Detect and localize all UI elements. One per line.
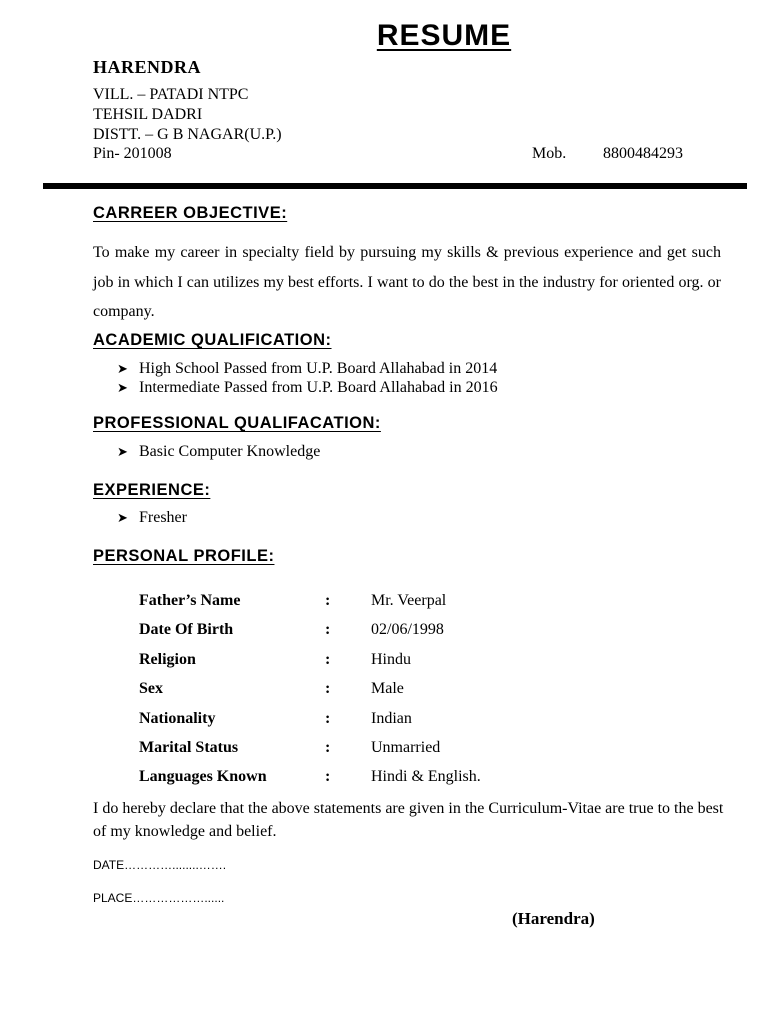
arrow-bullet-icon: ➤ [117, 445, 128, 460]
header-divider [43, 183, 747, 189]
arrow-bullet-icon: ➤ [117, 511, 128, 526]
address-line: DISTT. – G B NAGAR(U.P.) [93, 126, 282, 143]
list-item: ➤ High School Passed from U.P. Board Allahabad in 2014 [117, 360, 498, 377]
profile-colon: : [325, 739, 331, 756]
address-line: VILL. – PATADI NTPC [93, 86, 249, 103]
personal-heading: PERSONAL PROFILE: [93, 547, 275, 565]
profile-value: Hindu [371, 651, 411, 668]
objective-heading: CARREER OBJECTIVE: [93, 204, 288, 222]
profile-colon: : [325, 592, 331, 609]
signature-name: (Harendra) [512, 909, 595, 928]
profile-value: Male [371, 680, 404, 697]
profile-colon: : [325, 680, 331, 697]
experience-heading: EXPERIENCE: [93, 481, 211, 499]
profile-value: Mr. Veerpal [371, 592, 447, 609]
profile-colon: : [325, 710, 331, 727]
profile-label: Languages Known [139, 768, 267, 785]
profile-colon: : [325, 651, 331, 668]
mobile-number: 8800484293 [603, 145, 683, 162]
profile-label: Father’s Name [139, 592, 241, 609]
profile-colon: : [325, 621, 331, 638]
list-item: ➤ Basic Computer Knowledge [117, 443, 321, 460]
date-line: DATE…………........……. [93, 858, 227, 872]
profile-value: 02/06/1998 [371, 621, 444, 638]
profile-label: Sex [139, 680, 163, 697]
profile-value: Indian [371, 710, 412, 727]
arrow-bullet-icon: ➤ [117, 362, 128, 377]
objective-text: To make my career in specialty field by pursuing my skills & previous experience and get such job in which I can utilizes my best efforts. I want to do the best in the industry for oriented org. or company. [93, 244, 721, 320]
address-line: Pin- 201008 [93, 145, 172, 162]
resume-title: RESUME [376, 19, 512, 52]
profile-label: Date Of Birth [139, 621, 234, 638]
candidate-name: HARENDRA [93, 57, 202, 77]
profile-value: Hindi & English. [371, 768, 481, 785]
professional-heading: PROFESSIONAL QUALIFACATION: [93, 414, 381, 432]
profile-label: Nationality [139, 710, 216, 727]
address-line: TEHSIL DADRI [93, 106, 203, 123]
list-item: ➤ Fresher [117, 509, 187, 526]
place-line: PLACE………………...... [93, 891, 225, 905]
profile-label: Religion [139, 651, 196, 668]
declaration-text: I do hereby declare that the above statements are given in the Curriculum-Vitae are true to the best of my knowledge and belief. [93, 800, 724, 840]
mobile-label: Mob. [532, 145, 567, 162]
profile-colon: : [325, 768, 331, 785]
arrow-bullet-icon: ➤ [117, 381, 128, 396]
list-item: ➤ Intermediate Passed from U.P. Board Allahabad in 2016 [117, 379, 498, 396]
academic-heading: ACADEMIC QUALIFICATION: [93, 331, 332, 349]
profile-value: Unmarried [371, 739, 441, 756]
profile-label: Marital Status [139, 739, 239, 756]
